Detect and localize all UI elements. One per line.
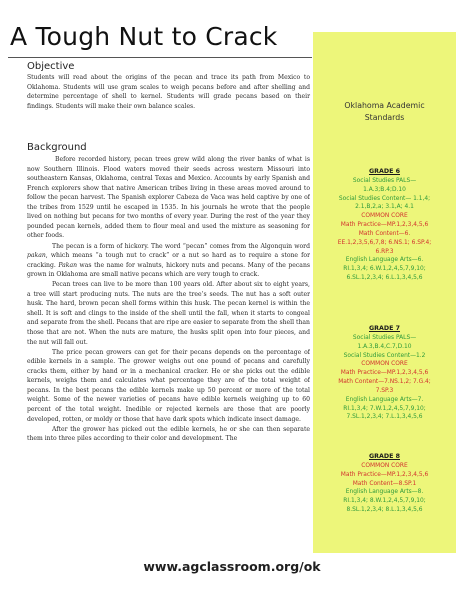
grade-6-lines [313,177,456,283]
standard-line: 6.RP.3 [375,248,394,255]
background-paragraph-3: Pecan trees can live to be more than 100 years old. After about six to eight years, a tree will start producing nuts. The nuts are the tree’s seeds. The nut has a soft outer husk. The hard, brown pecan shell forms within this husk. The pecan kernel is within the shell. It is soft and clings to the inside of the shell until the fall, when it starts to congeal and separate from the shell. Pecans that are ripe are easier to separate from the shell than those that are not. When the nuts are mature, the husks split open into four pieces, and the nut will fall out. [27,281,310,346]
footer-url[interactable]: www.agclassroom.org/ok [143,559,321,574]
standard-line: Math Practice—MP.1,2,3,4,5,6 [340,222,429,229]
grade-8-heading: GRADE 8 [369,453,400,460]
standard-line: COMMON CORE [361,213,408,220]
standard-line: Math Practice—MP.1,2,3,4,5,6 [340,370,429,377]
page-title: A Tough Nut to Crack [10,22,278,51]
background-paragraph-5: After the grower has picked out the edible kernels, he or she can then separate them into three piles according to their color and development. The [27,425,310,443]
standard-line: Math Practice—MP.1,2,3,4,5,6 [340,471,429,478]
standard-line: English Language Arts—7. [345,396,424,403]
standard-line: 7.SL.1,2,3,4; 7.L.1,3,4,5,6 [346,414,423,421]
standard-line: Math Content—6. [358,230,411,237]
standard-line: Social Studies PALS— [352,177,417,184]
standard-line: Social Studies PALS— [352,334,417,341]
background-paragraph-2: The pecan is a form of hickory. The word “pecan” comes from the Algonquin word pakan, which means “a tough nut to crack” or a nut so hard as to require a stone for cracking. Pakan was the name for walnuts, hickory nuts and pecans. Many of the pecans grown in Oklahoma are small native pecans which are very tough to crack. [27,242,310,279]
standard-line: EE.1,2,3,5,6,7,8; 6.NS.1; 6.SP.4; [337,239,432,246]
standard-line: RI.1,3,4; 7.W.1,2,4,5,7,9,10; [343,405,426,412]
standards-title-line-1: Oklahoma Academic [344,101,425,110]
standard-line: Social Studies Content— 1.1,4; [338,195,431,202]
standard-line: English Language Arts—6. [345,257,424,264]
grade-7-heading: GRADE 7 [369,325,400,332]
objective-text: Students will read about the origins of the pecan and trace its path from Mexico to Oklahoma. Students will use gram scales to weigh pecans before and after shelling and determine percentage of shell to kernel. Students will grade pecans based on their findings. Students will make their own balance scales. [27,74,310,110]
title-divider [8,57,312,58]
standard-line: 7.SP.3 [375,387,394,394]
grade-7-lines [313,334,456,422]
background-heading: Background [27,142,87,153]
standard-line: RI.1,3,4; 6.W.1,2,4,5,7,9,10; [343,266,426,273]
grade-6-standards [313,168,456,283]
standard-line: 2.1,B,2,a; 3.1,A; 4.1 [355,204,414,211]
standard-line: Math Content—7.NS.1,2; 7.G.4; [338,379,431,386]
standards-title [313,100,456,124]
grade-6-heading: GRADE 6 [369,168,400,175]
standard-line: English Language Arts—8. [345,489,424,496]
grade-8-standards [313,453,456,515]
background-paragraph-4: The price pecan growers can get for their pecans depends on the percentage of edible kernels in a sample. The grower weighs out one pound of pecans and carefully cracks them, either by hand or in a mechanical cracker. He or she picks out the edible kernels, weighs them and calculates what percentage they are of the total weight of pecans. In the best pecans the edible kernels make up 50 percent or more of the total weight. Some of the newer varieties of pecans have edible kernels weighing up to 60 percent of the total weight. Inedible or rejected kernels are those that are poorly developed, rotten, or moldy or those that have dark spots which indicate insect damage. [27,348,310,423]
standard-line: 1.A.3;B.4;D.10 [363,186,406,193]
standards-sidebar [313,32,456,553]
grade-8-lines [313,462,456,515]
grade-7-standards [313,325,456,422]
standard-line: 6.SL.1,2,3,4; 6.L.1,3,4,5,6 [346,275,423,282]
standard-line: Social Studies Content—1.2 [343,352,426,359]
standard-line: COMMON CORE [361,462,408,469]
standards-title-line-2: Standards [364,113,405,122]
standard-line: COMMON CORE [361,361,408,368]
standard-line: Math Content—8.SP.1 [352,480,417,487]
objective-heading: Objective [27,61,75,72]
background-paragraph-1: Before recorded history, pecan trees grew wild along the river banks of what is now Southern Illinois. Flood waters moved their seeds across western Missouri into southeastern Kansas, Oklahoma, central Texas and Mexico. Accounts by early Spanish and French explorers show that native American tribes living in these areas moved around to follow the pecan harvest. The Spanish explorer Cabeza de Vaca was held captive by one of the tribes from 1529 until he escaped in 1535. In his journals he wrote that the people lived on nothing but pecans for two months of every year. During the rest of the year they pounded pecan kernels, added them to flour meal and used the mixture as seasoning for other foods. [27,156,310,240]
standard-line: 1.A.3,B.4,C.7,D.10 [357,343,412,350]
standard-line: 8.SL.1,2,3,4; 8.L.1,3,4,5,6 [346,507,423,514]
standard-line: RI.1,3,4; 8.W.1,2,4,5,7,9,10; [343,498,426,505]
background-text [27,155,310,575]
